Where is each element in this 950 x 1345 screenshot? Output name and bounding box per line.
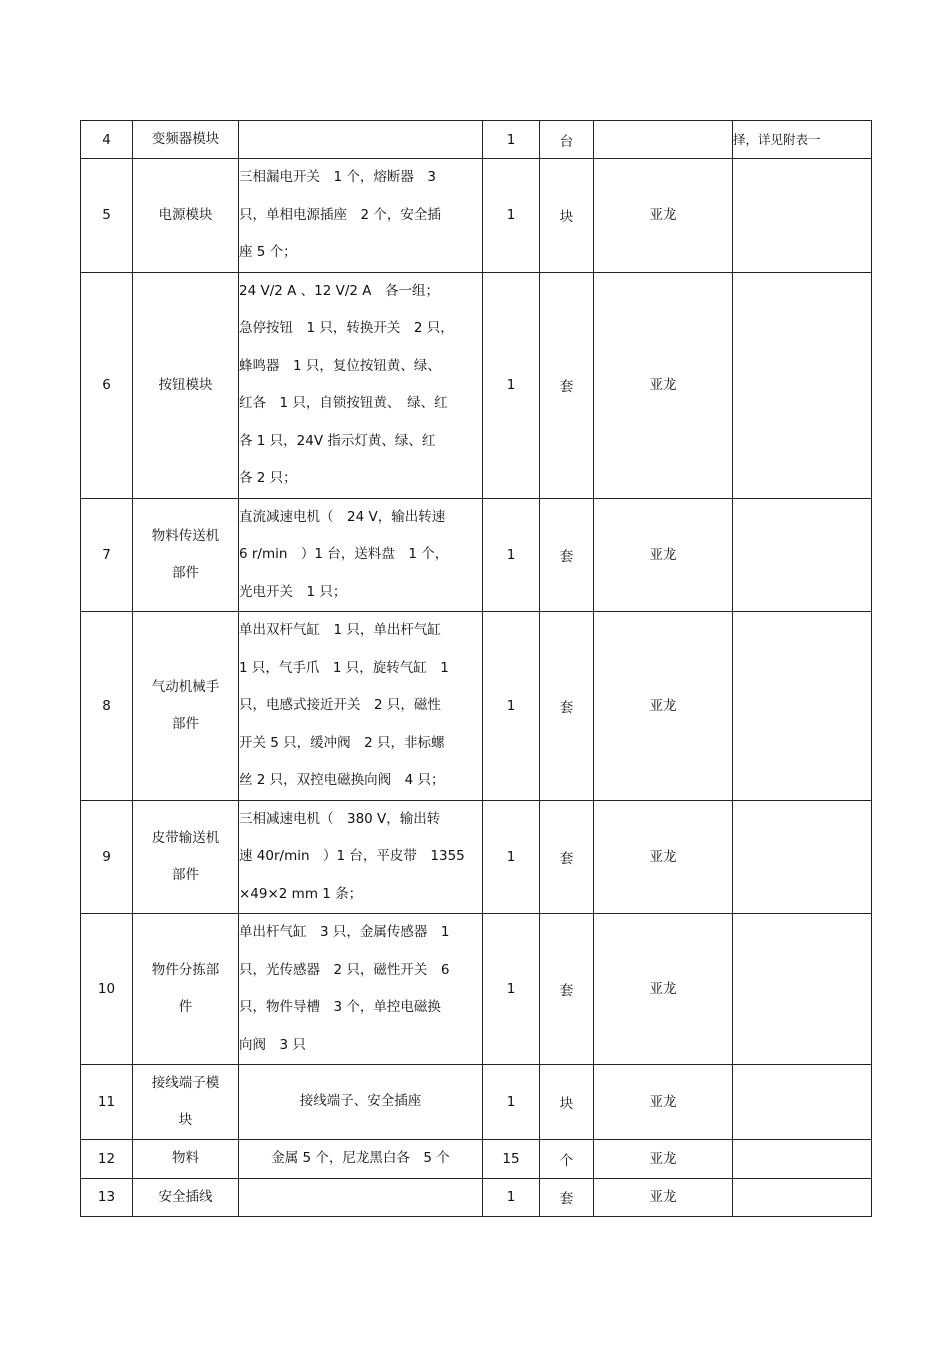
item-spec-line: 1 只，气手爪 1 只，旋转气缸 1 — [239, 659, 449, 676]
item-spec-line: 急停按钮 1 只，转换开关 2 只， — [239, 320, 454, 336]
item-name-line: 皮带输送机 — [151, 829, 220, 846]
item-name-line: 接线端子模 — [151, 1075, 220, 1091]
item-spec-line: 三相漏电开关 1 个，熔断器 3 — [239, 169, 436, 185]
row-number: 10 — [81, 914, 133, 1065]
item-spec-line: 各 1 只，24V 指示灯黄、绿、红 — [239, 432, 436, 449]
item-spec-line: 只，物件导槽 3 个，单控电磁换 — [239, 999, 441, 1015]
row-number: 13 — [81, 1178, 133, 1216]
table-row — [81, 612, 872, 801]
item-unit: 个 — [540, 1140, 594, 1179]
item-spec-line: 座 5 个； — [239, 244, 297, 260]
item-spec — [239, 159, 483, 273]
item-name — [133, 1140, 239, 1179]
item-quantity: 1 — [483, 272, 540, 498]
item-name-line: 部件 — [172, 564, 199, 581]
item-spec — [239, 498, 483, 612]
item-name-line: 电源模块 — [158, 206, 213, 223]
item-brand: 亚龙 — [594, 914, 733, 1065]
item-spec-line: 24 V/2 A 、12 V/2 A 各一组； — [239, 282, 440, 299]
item-brand: 亚龙 — [594, 1065, 733, 1140]
item-unit: 套 — [540, 612, 594, 801]
item-note — [733, 272, 872, 498]
item-name-line: 物料 — [172, 1150, 199, 1167]
item-unit: 套 — [540, 498, 594, 612]
item-quantity: 1 — [483, 121, 540, 159]
item-spec-line: 只，单相电源插座 2 个，安全插 — [239, 206, 441, 223]
item-name — [133, 159, 239, 273]
item-brand: 亚龙 — [594, 159, 733, 273]
item-name — [133, 1065, 239, 1140]
item-brand: 亚龙 — [594, 612, 733, 801]
item-spec: 金属 5 个，尼龙黑白各 5 个 — [239, 1140, 483, 1179]
item-name-line: 块 — [178, 1112, 193, 1128]
item-spec: 接线端子、安全插座 — [239, 1065, 483, 1140]
item-spec — [239, 612, 483, 801]
item-spec-line: 光电开关 1 只； — [239, 583, 347, 600]
row-number: 12 — [81, 1140, 133, 1179]
table-row — [81, 159, 872, 273]
item-quantity: 1 — [483, 914, 540, 1065]
item-spec-line: 只，电感式接近开关 2 只，磁性 — [239, 697, 441, 713]
item-name-line: 变频器模块 — [151, 131, 220, 147]
item-quantity: 1 — [483, 498, 540, 612]
row-number: 9 — [81, 800, 133, 914]
item-spec-line: 三相减速电机（ 380 V，输出转 — [239, 810, 441, 827]
item-note — [733, 498, 872, 612]
item-name — [133, 800, 239, 914]
item-name-line: 按钮模块 — [158, 376, 213, 393]
item-note — [733, 800, 872, 914]
item-unit: 套 — [540, 272, 594, 498]
item-brand: 亚龙 — [594, 800, 733, 914]
row-number: 11 — [81, 1065, 133, 1140]
item-spec — [239, 1178, 483, 1216]
item-spec-line: 单出杆气缸 3 只，金属传感器 1 — [239, 924, 450, 940]
item-name-line: 气动机械手 — [151, 678, 220, 695]
item-brand: 亚龙 — [594, 1178, 733, 1216]
item-spec-line: 只，光传感器 2 只，磁性开关 6 — [239, 961, 450, 978]
table-row — [81, 1178, 872, 1216]
item-quantity: 15 — [483, 1140, 540, 1179]
table-row — [81, 121, 872, 159]
item-note — [733, 159, 872, 273]
item-name-line: 部件 — [172, 715, 199, 732]
item-brand: 亚龙 — [594, 272, 733, 498]
item-note — [733, 914, 872, 1065]
item-brand: 亚龙 — [594, 498, 733, 612]
item-name-line: 安全插线 — [158, 1188, 213, 1205]
item-spec-line: 蜂鸣器 1 只，复位按钮黄、绿、 — [239, 357, 441, 374]
item-spec-line: 向阀 3 只 — [239, 1036, 306, 1053]
item-spec-line: 6 r/min ）1 台，送料盘 1 个， — [239, 546, 449, 562]
item-name — [133, 914, 239, 1065]
item-spec — [239, 914, 483, 1065]
row-number: 7 — [81, 498, 133, 612]
item-quantity: 1 — [483, 1065, 540, 1140]
row-number: 4 — [81, 121, 133, 159]
table-row — [81, 1065, 872, 1140]
item-unit: 套 — [540, 914, 594, 1065]
equipment-table-body — [81, 121, 872, 1217]
item-name — [133, 121, 239, 159]
item-unit: 台 — [540, 121, 594, 159]
item-name — [133, 498, 239, 612]
item-unit: 块 — [540, 1065, 594, 1140]
item-name-line: 物料传送机 — [151, 527, 220, 544]
item-spec-line: 红各 1 只，自锁按钮黄、 绿、红 — [239, 395, 448, 411]
table-row — [81, 1140, 872, 1179]
item-spec-line: 单出双杆气缸 1 只，单出杆气缸 — [239, 622, 441, 638]
item-spec-line: ×49×2 mm 1 条； — [239, 885, 363, 902]
item-note — [733, 1065, 872, 1140]
item-name-line: 部件 — [172, 866, 199, 883]
row-number: 6 — [81, 272, 133, 498]
table-row — [81, 272, 872, 498]
item-quantity: 1 — [483, 612, 540, 801]
item-name-line: 件 — [178, 999, 193, 1015]
item-note — [733, 1178, 872, 1216]
item-quantity: 1 — [483, 1178, 540, 1216]
item-spec — [239, 272, 483, 498]
item-note: 择，详见附表一 — [733, 121, 872, 159]
item-quantity: 1 — [483, 159, 540, 273]
item-brand: 亚龙 — [594, 1140, 733, 1179]
item-spec-line: 直流减速电机（ 24 V，输出转速 — [239, 508, 446, 525]
equipment-table — [80, 120, 872, 1217]
item-note — [733, 612, 872, 801]
row-number: 8 — [81, 612, 133, 801]
row-number: 5 — [81, 159, 133, 273]
item-name — [133, 272, 239, 498]
item-spec-line: 各 2 只； — [239, 470, 297, 486]
table-row — [81, 800, 872, 914]
item-name-line: 物件分拣部 — [151, 962, 220, 978]
table-row — [81, 498, 872, 612]
item-unit: 块 — [540, 159, 594, 273]
item-unit: 套 — [540, 800, 594, 914]
item-quantity: 1 — [483, 800, 540, 914]
item-spec-line: 丝 2 只，双控电磁换向阀 4 只； — [239, 772, 445, 788]
item-brand — [594, 121, 733, 159]
table-row — [81, 914, 872, 1065]
item-name — [133, 1178, 239, 1216]
item-spec — [239, 121, 483, 159]
item-name — [133, 612, 239, 801]
item-unit: 套 — [540, 1178, 594, 1216]
item-spec-line: 开关 5 只，缓冲阀 2 只，非标螺 — [239, 734, 445, 751]
item-spec — [239, 800, 483, 914]
item-spec-line: 速 40r/min ）1 台，平皮带 1355 — [239, 848, 465, 864]
item-note — [733, 1140, 872, 1179]
